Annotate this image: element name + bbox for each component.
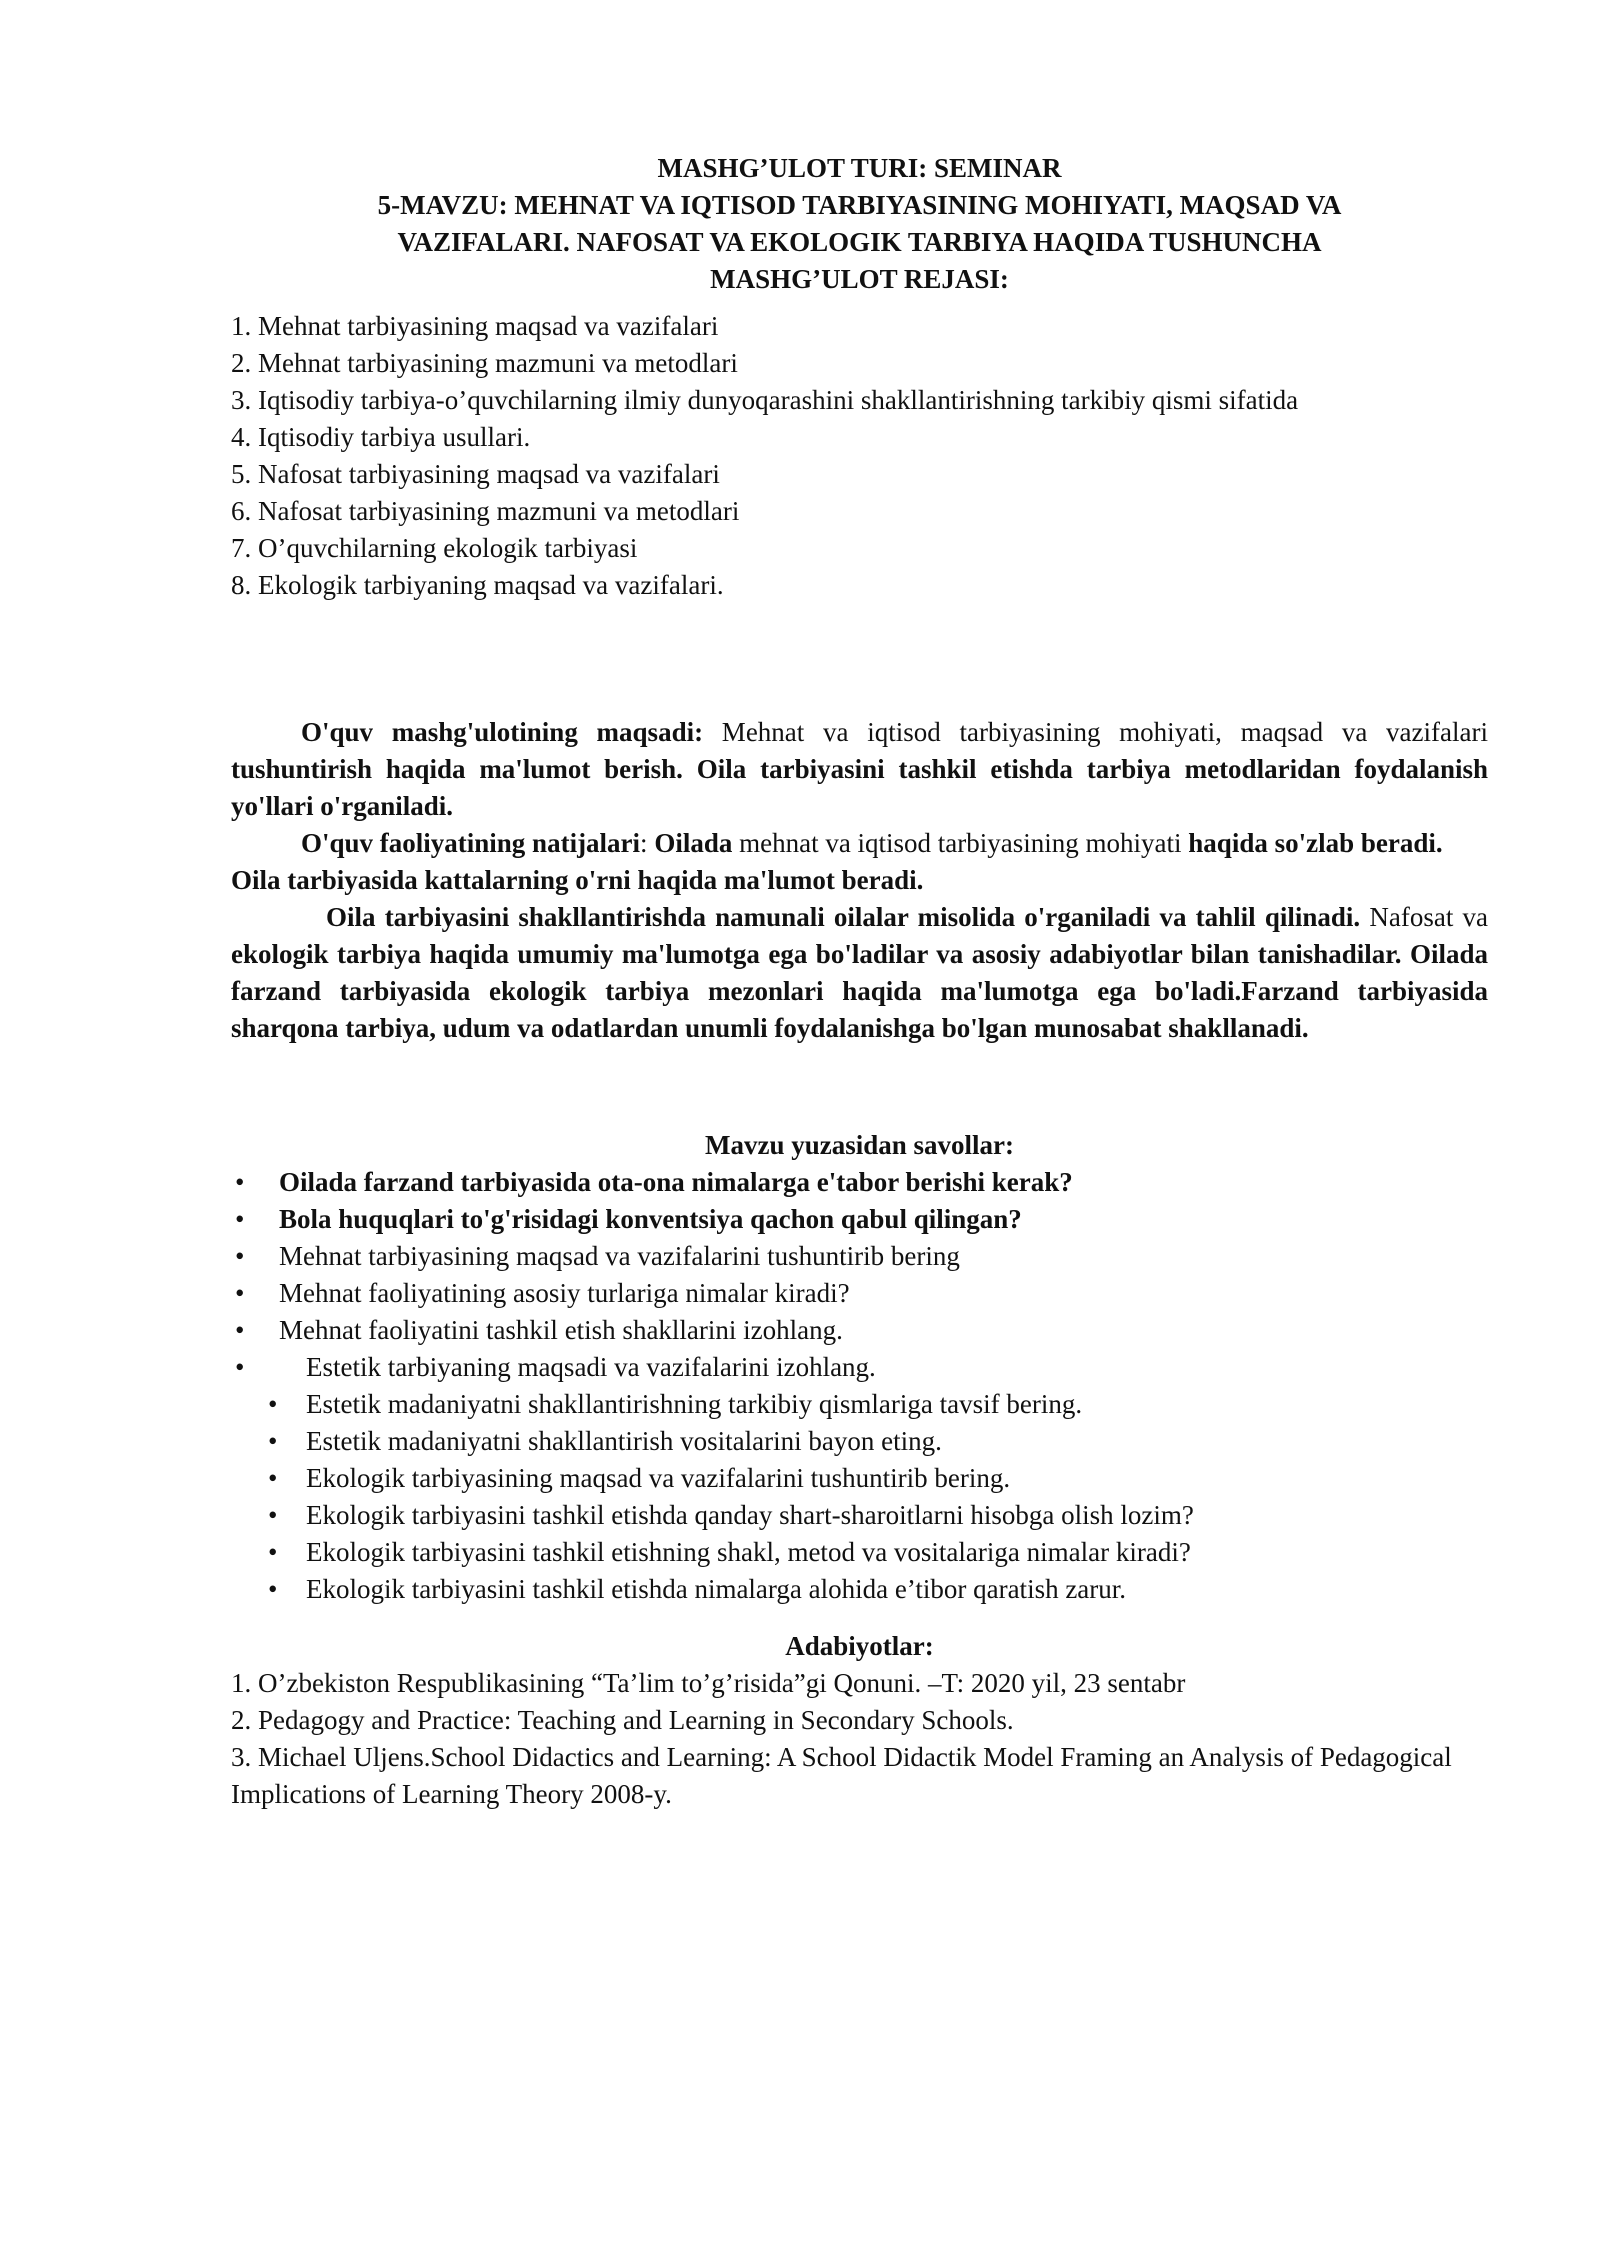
question-item: [231, 1460, 1488, 1497]
bullet-icon: •: [268, 1389, 278, 1419]
reference-item: 3. Michael Uljens.School Didactics and Learning: A School Didactik Model Framing an Analysis of Pedagogical Implications of Learning Theory 2008-y.: [231, 1742, 1452, 1809]
question-item: [231, 1534, 1488, 1571]
family-role-line: [231, 862, 1488, 899]
question-item: [231, 1349, 1488, 1386]
model-text: Nafosat va: [1360, 902, 1489, 932]
question-item: [231, 1275, 1488, 1312]
question-text: Oilada farzand tarbiyasida ota-ona nimalarga e'tabor berishi kerak?: [279, 1167, 1073, 1197]
question-text: Ekologik tarbiyasini tashkil etishda qanday shart-sharoitlarni hisobga olish lozim?: [306, 1500, 1194, 1530]
plan-item: 2. Mehnat tarbiyasining mazmuni va metodlari: [231, 348, 738, 378]
questions-heading: Mavzu yuzasidan savollar:: [704, 1130, 1014, 1160]
results-colon: :: [640, 828, 655, 858]
session-plan-list: [231, 308, 1488, 604]
goal-paragraph: [231, 714, 1488, 825]
references-heading: Adabiyotlar:: [785, 1631, 934, 1661]
bullet-icon: •: [235, 1241, 245, 1271]
plan-item: 1. Mehnat tarbiyasining maqsad va vazifalari: [231, 311, 719, 341]
results-text: mehnat va iqtisod tarbiyasining mohiyati: [732, 828, 1189, 858]
family-role-text: Oila tarbiyasida kattalarning o'rni haqida ma'lumot beradi.: [231, 865, 924, 895]
results-label: O'quv faoliyatining natijalari: [301, 828, 641, 858]
question-text: Ekologik tarbiyasini tashkil etishda nimalarga alohida e’tibor qaratish zarur.: [306, 1574, 1127, 1604]
bullet-icon: •: [235, 1167, 245, 1197]
bullet-icon: •: [235, 1352, 245, 1382]
question-text: Mehnat faoliyatini tashkil etish shakllarini izohlang.: [279, 1315, 843, 1345]
topic-heading-line1: 5-MAVZU: MEHNAT VA IQTISOD TARBIYASINING MOHIYATI, MAQSAD VA: [377, 190, 1342, 220]
topic-heading-line2: VAZIFALARI. NAFOSAT VA EKOLOGIK TARBIYA HAQIDA TUSHUNCHA: [397, 227, 1322, 257]
reference-item: 2. Pedagogy and Practice: Teaching and Learning in Secondary Schools.: [231, 1705, 1014, 1735]
reference-item: 1. O’zbekiston Respublikasining “Ta’lim to’g’risida”gi Qonuni. –T: 2020 yil, 23 sentabr: [231, 1668, 1186, 1698]
question-text: Ekologik tarbiyasini tashkil etishning shakl, metod va vositalariga nimalar kiradi?: [306, 1537, 1191, 1567]
question-item: [231, 1164, 1488, 1201]
bullet-icon: •: [268, 1463, 278, 1493]
question-item: [231, 1497, 1488, 1534]
question-text: Bola huquqlari to'g'risidagi konventsiya qachon qabul qilingan?: [279, 1204, 1022, 1234]
plan-item: 4. Iqtisodiy tarbiya usullari.: [231, 422, 531, 452]
question-text: Estetik tarbiyaning maqsadi va vazifalarini izohlang.: [306, 1352, 876, 1382]
question-item: [231, 1423, 1488, 1460]
question-item: [231, 1386, 1488, 1423]
question-item: [231, 1571, 1488, 1608]
plan-item: 3. Iqtisodiy tarbiya-o’quvchilarning ilmiy dunyoqarashini shakllantirishning tarkibiy qismi sifatida: [231, 385, 1299, 415]
question-text: Estetik madaniyatni shakllantirish vositalarini bayon eting.: [306, 1426, 942, 1456]
bullet-icon: •: [235, 1278, 245, 1308]
question-item: [231, 1312, 1488, 1349]
bullet-icon: •: [235, 1315, 245, 1345]
model-bold-2: ekologik tarbiya haqida umumiy ma'lumotga ega bo'ladilar va asosiy adabiyotlar bilan tanishadilar. Oilada farzand tarbiyasida ekologik tarbiya mezonlari haqida ma'lumotga ega bo'ladi.Farzand tarbiyasida sharqona tarbiya, udum va odatlardan unumli foydalanishga bo'lgan munosabat shakllanadi.: [231, 939, 1488, 1043]
results-paragraph: [231, 825, 1488, 862]
question-text: Mehnat faoliyatining asosiy turlariga nimalar kiradi?: [279, 1278, 850, 1308]
plan-item: 6. Nafosat tarbiyasining mazmuni va metodlari: [231, 496, 740, 526]
plan-item: 8. Ekologik tarbiyaning maqsad va vazifalari.: [231, 570, 724, 600]
goal-label: O'quv mashg'ulotining maqsadi:: [301, 717, 704, 747]
plan-item: 5. Nafosat tarbiyasining maqsad va vazifalari: [231, 459, 720, 489]
session-type-heading: MASHG’ULOT TURI: SEMINAR: [657, 153, 1062, 183]
model-bold-1: Oila tarbiyasini shakllantirishda namunali oilalar misolida o'rganiladi va tahlil qilinadi.: [326, 902, 1361, 932]
plan-heading: MASHG’ULOT REJASI:: [710, 264, 1009, 294]
question-text: Mehnat tarbiyasining maqsad va vazifalarini tushuntirib bering: [279, 1241, 960, 1271]
question-item: [231, 1201, 1488, 1238]
question-text: Ekologik tarbiyasining maqsad va vazifalarini tushuntirib bering.: [306, 1463, 1011, 1493]
bullet-icon: •: [268, 1500, 278, 1530]
question-text: Estetik madaniyatni shakllantirishning tarkibiy qismlariga tavsif bering.: [306, 1389, 1083, 1419]
model-paragraph: [231, 899, 1488, 1047]
results-bold-oilada: Oilada: [654, 828, 733, 858]
bullet-icon: •: [268, 1537, 278, 1567]
bullet-icon: •: [268, 1574, 278, 1604]
goal-bold-text: tushuntirish haqida ma'lumot berish. Oila tarbiyasini tashkil etishda tarbiya metodlaridan foydalanish yo'llari o'rganiladi.: [231, 754, 1488, 821]
plan-item: 7. O’quvchilarning ekologik tarbiyasi: [231, 533, 638, 563]
references-list: [231, 1665, 1488, 1813]
bullet-icon: •: [268, 1426, 278, 1456]
bullet-icon: •: [235, 1204, 245, 1234]
goal-text: Mehnat va iqtisod tarbiyasining mohiyati, maqsad va vazifalari: [703, 717, 1488, 747]
results-bold-tail: haqida so'zlab beradi.: [1188, 828, 1443, 858]
question-item: [231, 1238, 1488, 1275]
questions-list: [231, 1164, 1488, 1608]
